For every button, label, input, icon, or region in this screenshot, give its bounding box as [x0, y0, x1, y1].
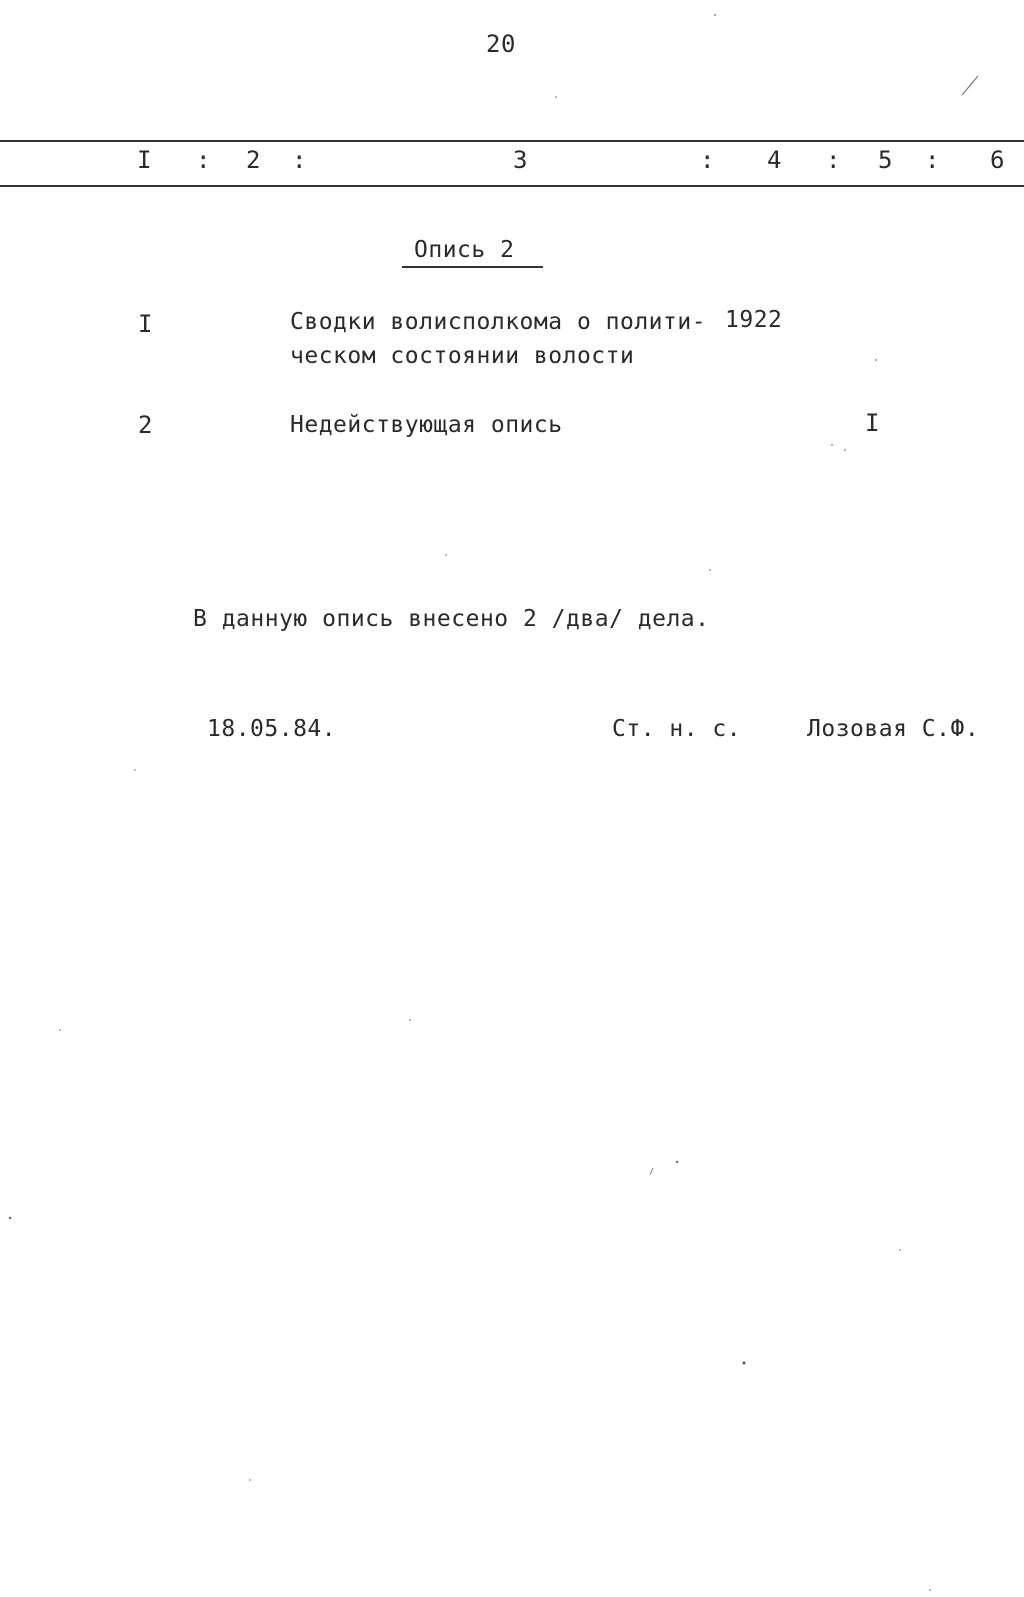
row-sheets: I	[865, 409, 880, 437]
row-title-line: ческом состоянии волости	[290, 343, 635, 369]
column-header-5: 5	[878, 146, 893, 174]
column-separator: :	[826, 146, 841, 174]
footer-position: Ст. н. с.	[612, 716, 742, 742]
column-header-4: 4	[767, 146, 782, 174]
row-number: I	[138, 310, 153, 338]
footer-date: 18.05.84.	[207, 716, 337, 742]
row-number: 2	[138, 411, 153, 439]
header-top-rule	[0, 140, 1024, 142]
row-title-line: Сводки волисполкома о полити-	[290, 309, 707, 335]
inventory-title: Опись 2	[414, 237, 515, 263]
column-separator: :	[292, 146, 307, 174]
column-header-3: 3	[513, 146, 528, 174]
row-dates: 1922	[725, 307, 783, 333]
column-separator: :	[700, 146, 715, 174]
footer-signer-name: Лозовая С.Ф.	[807, 716, 980, 742]
column-header-2: 2	[246, 146, 261, 174]
column-separator: :	[925, 146, 940, 174]
column-header-6: 6	[990, 146, 1005, 174]
header-bottom-rule	[0, 185, 1024, 187]
summary-text: В данную опись внесено 2 /два/ дела.	[193, 606, 710, 632]
column-header-1: I	[137, 146, 152, 174]
row-title-line: Недействующая опись	[290, 412, 563, 438]
column-separator: :	[196, 146, 211, 174]
inventory-title-underline	[402, 266, 543, 268]
page-number: 20	[486, 30, 516, 58]
